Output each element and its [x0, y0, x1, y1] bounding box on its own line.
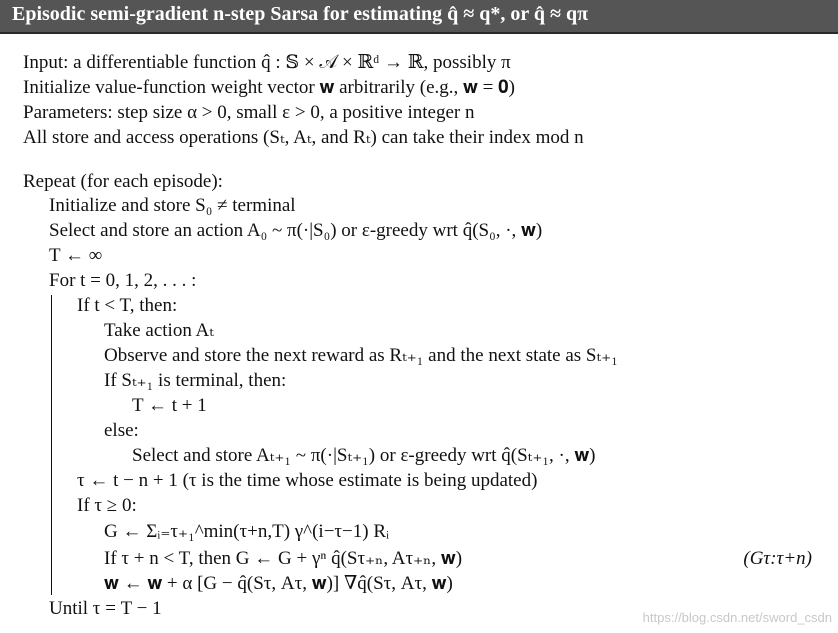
weight-update-line: 𝐰 ← 𝐰 + α [G − q̂(Sτ, Aτ, 𝐰)] ∇q̂(Sτ, Aτ, 𝐰) — [104, 573, 453, 594]
G-return-label: (Gτ:τ+n) — [743, 548, 812, 569]
initialize-line: Initialize value-function weight vector 𝐰 arbitrarily (e.g., 𝐰 = 𝟎) — [23, 77, 516, 98]
algorithm-title: Episodic semi-gradient n-step Sarsa for estimating q̂ ≈ q*, or q̂ ≈ qπ — [12, 3, 589, 25]
if-tau-line: If τ ≥ 0: — [77, 495, 137, 516]
store-access-line: All store and access operations (Sₜ, Aₜ, and Rₜ) can take their index mod n — [23, 127, 584, 148]
init-state-line: Initialize and store S₀ ≠ terminal — [49, 195, 296, 216]
G-bootstrap-line: If τ + n < T, then G ← G + γⁿ q̂(Sτ₊ₙ, Aτ₊ₙ, 𝐰) — [104, 548, 463, 569]
title-bar — [0, 0, 838, 34]
G-sum-line: G ← Σᵢ₌τ₊₁^min(τ+n,T) γ^(i−τ−1) Rᵢ — [104, 521, 390, 542]
loop-bar — [51, 295, 52, 595]
tau-line: τ ← t − n + 1 (τ is the time whose estimate is being updated) — [77, 470, 538, 491]
repeat-line: Repeat (for each episode): — [23, 171, 223, 192]
else-line: else: — [104, 420, 139, 441]
t-infinity-line: T ← ∞ — [49, 245, 103, 266]
select-next-action-line: Select and store Aₜ₊₁ ~ π(·|Sₜ₊₁) or ε-greedy wrt q̂(Sₜ₊₁, ·, 𝐰) — [132, 445, 596, 466]
until-line: Until τ = T − 1 — [49, 598, 162, 619]
input-line: Input: a differentiable function q̂ : 𝕊 × 𝒜 × ℝᵈ → ℝ, possibly π — [23, 52, 511, 73]
observe-line: Observe and store the next reward as Rₜ₊₁ and the next state as Sₜ₊₁ — [104, 345, 618, 366]
take-action-line: Take action Aₜ — [104, 320, 214, 341]
set-T-line: T ← t + 1 — [132, 395, 207, 416]
parameters-line: Parameters: step size α > 0, small ε > 0, a positive integer n — [23, 102, 475, 123]
if-terminal-line: If Sₜ₊₁ is terminal, then: — [104, 370, 287, 391]
for-loop-line: For t = 0, 1, 2, . . . : — [49, 270, 197, 291]
if-t-less-line: If t < T, then: — [77, 295, 178, 316]
watermark: https://blog.csdn.net/sword_csdn — [642, 610, 832, 625]
select-action-line: Select and store an action A₀ ~ π(·|S₀) or ε-greedy wrt q̂(S₀, ·, 𝐰) — [49, 220, 543, 241]
